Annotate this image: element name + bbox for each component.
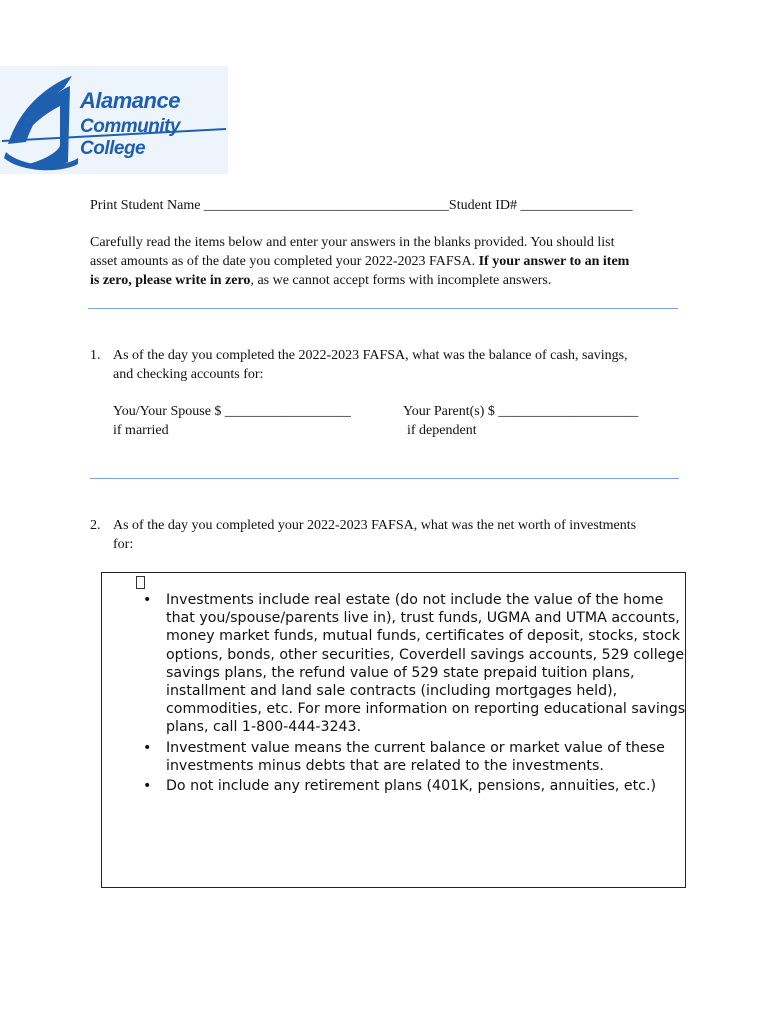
logo-text-alamance: Alamance [80,88,180,113]
parent-sublabel: if dependent [407,423,477,438]
investments-bullet-list [142,591,686,797]
instructions-line-1: Carefully read the items below and enter your answers in the blanks provided. You should list [90,235,615,250]
question-1-text-line-1: As of the day you completed the 2022-2023 FAFSA, what was the balance of cash, savings, [113,348,628,363]
logo-text-community-college: Community College [80,116,180,159]
question-2-text-line-1: As of the day you completed your 2022-2023 FAFSA, what was the net worth of investments [113,518,637,533]
question-2-number: 2. [90,518,101,533]
instructions-line-3 [90,272,551,290]
student-name-id-line[interactable]: Print Student Name ___________________________________Student ID# ________________ [90,198,633,213]
question-2-text-line-2: for: [113,537,134,552]
list-item: • Investment value means the current balance or market value of these investments minus debts that are related to the investments. [166,739,686,775]
missing-glyph-icon [136,576,145,589]
list-item: • Do not include any retirement plans (401K, pensions, annuities, etc.) [166,777,686,795]
question-1-number: 1. [90,348,101,363]
student-spouse-sublabel: if married [113,423,169,438]
student-spouse-balance-field[interactable]: You/Your Spouse $ __________________ [113,404,351,419]
instructions-text: asset amounts as of the date you completed your 2022-2023 FAFSA. [90,254,476,269]
instructions-emphasis: If your answer to an item [478,254,630,269]
parent-balance-field[interactable]: Your Parent(s) $ ____________________ [403,404,639,419]
instructions-line-2 [90,253,629,271]
section-divider [90,478,679,479]
college-logo [0,66,228,174]
list-item: • Investments include real estate (do not include the value of the home that you/spouse/parents live in), trust funds, UGMA and UTMA accounts, money market funds, mutual funds, certificates of deposit, stocks, stock options, bonds, other securities, Coverdell savings accounts, 529 college savings plans, the refund value of 529 state prepaid tuition plans, installment and land sale contracts (including mortgages held), commodities, etc. For more information on reporting educational savings plans, call 1-800-444-3243. [166,591,686,737]
question-1-text-line-2: and checking accounts for: [113,367,264,382]
investments-info-box [101,572,686,888]
instructions-text: , as we cannot accept forms with incomplete answers. [250,273,552,288]
instructions-emphasis: is zero, please write in zero [90,273,251,288]
section-divider [88,308,678,309]
